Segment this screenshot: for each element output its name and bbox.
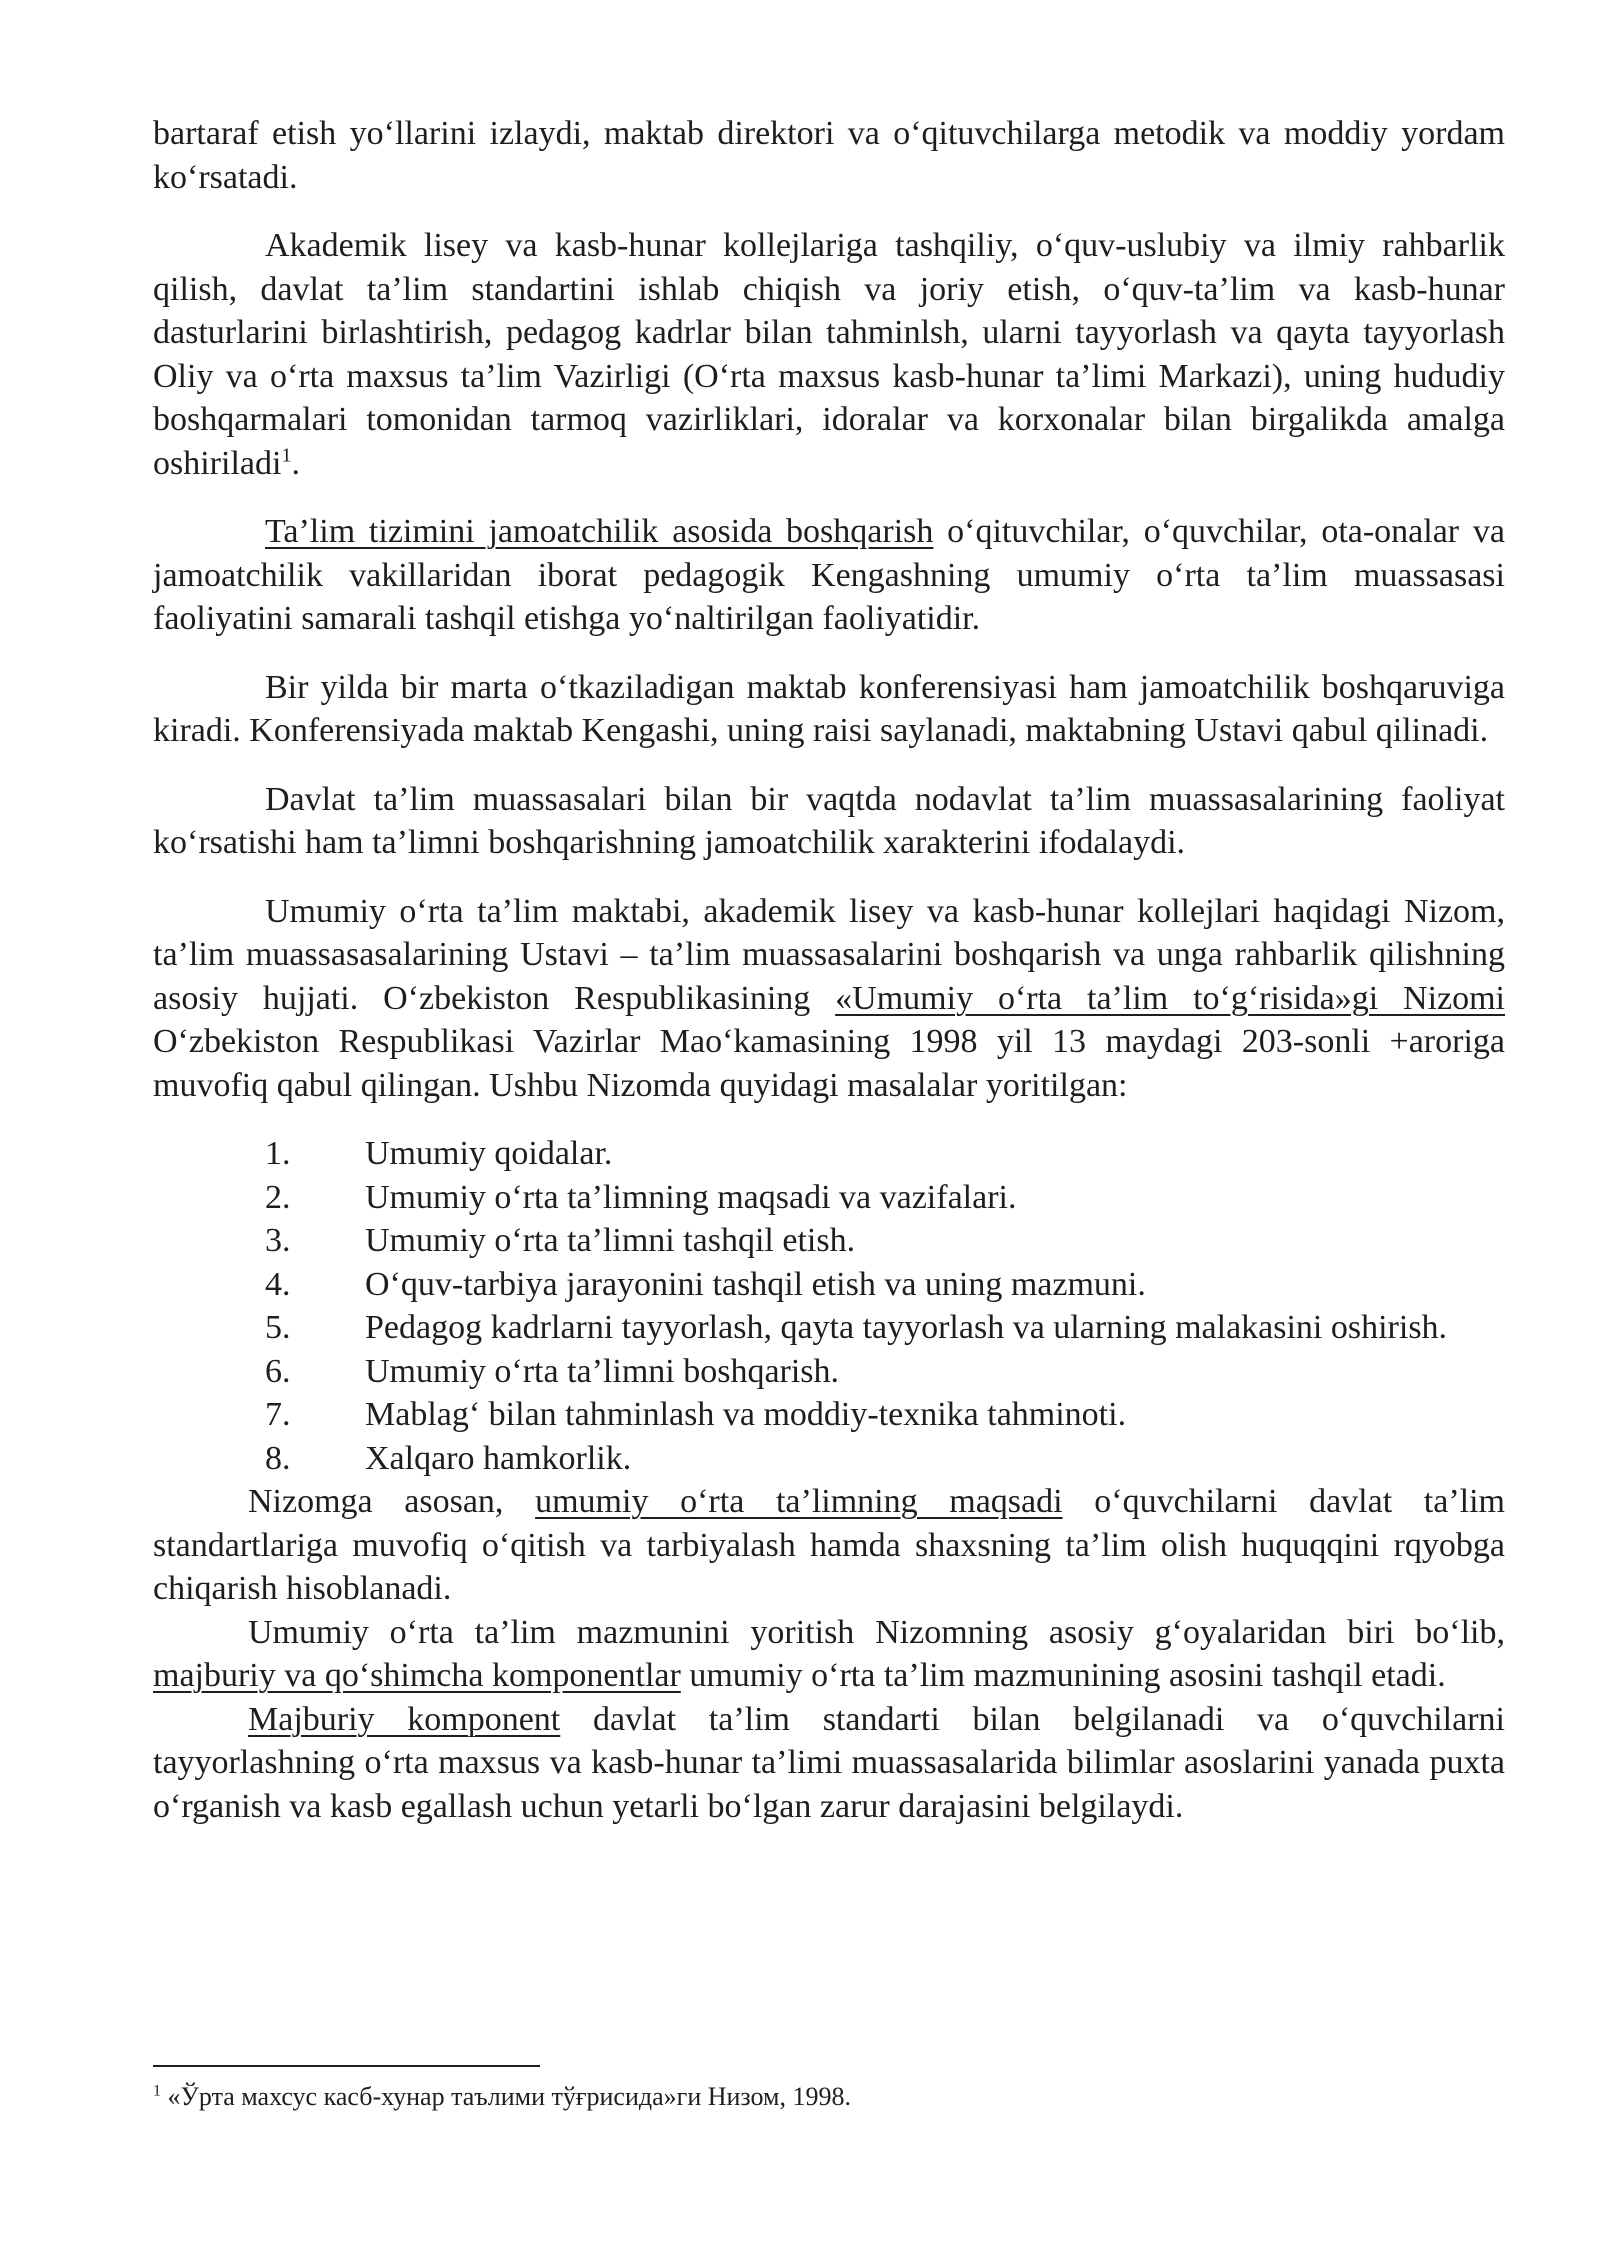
- numbered-list: [153, 1132, 1505, 1480]
- paragraph-text: Umumiy o‘rta ta’lim maktabi, akademik lisey va kasb-hunar kollejlari haqidagi Nizom, ta’lim muassasasalarining Ustavi – ta’lim muassasalarini boshqarish va unga rahbarlik qilishning asosiy hujjati. O‘zbekiston Respublikasining: [153, 892, 1505, 1017]
- list-number: 3.: [265, 1222, 291, 1259]
- paragraph-text: .: [291, 444, 300, 482]
- paragraph: [153, 510, 1505, 641]
- list-number: 2.: [265, 1178, 291, 1216]
- footnote-text: «Ўрта махсус касб-хунар таълими тўғрисида»ги Низом, 1998.: [161, 2082, 852, 2111]
- paragraph-text: davlat ta’lim standarti bilan belgilanadi va o‘quvchilarni tayyorlashning o‘rta maxsus va kasb-hunar ta’limi muassasalarida bilimlar asoslarini yanada puxta o‘rganish va kasb egallash uchun yetarli bo‘lgan zarur darajasini belgilaydi.: [153, 1700, 1505, 1825]
- underlined-term: majburiy va qo‘shimcha komponentlar: [153, 1657, 681, 1694]
- list-item: [153, 1263, 1505, 1307]
- list-item-text: Umumiy o‘rta ta’limni tashqil etish.: [365, 1222, 856, 1259]
- footnote-reference[interactable]: 1: [281, 444, 292, 467]
- document-body: [153, 112, 1505, 1828]
- list-item-text: Umumiy o‘rta ta’limning maqsadi va vazifalari.: [365, 1178, 1017, 1216]
- paragraph-text: Umumiy o‘rta ta’lim mazmunini yoritish Nizomning asosiy g‘oyalaridan biri bo‘lib,: [248, 1613, 1505, 1651]
- paragraph: bartaraf etish yo‘llarini izlaydi, maktab direktori va o‘qituvchilarga metodik va moddiy yordam ko‘rsatadi.: [153, 115, 1505, 196]
- list-item-text: Umumiy o‘rta ta’limni boshqarish.: [365, 1352, 840, 1390]
- list-item: [153, 1219, 1505, 1263]
- paragraph: [153, 1480, 1505, 1611]
- list-item: [153, 1437, 1505, 1481]
- paragraph-text: o‘qituvchilar, o‘quvchilar, ota-onalar va jamoatchilik vakillaridan iborat pedagogik Kengashning umumiy o‘rta ta’lim muassasasi faoliyatini samarali tashqil etishga yo‘naltirilgan faoliyatidir.: [153, 513, 1505, 637]
- footnote-separator: [153, 2065, 540, 2067]
- underlined-term: «Umumiy o‘rta ta’lim to‘g‘risida»gi Nizomi: [835, 979, 1505, 1017]
- list-number: 7.: [265, 1396, 291, 1433]
- paragraph-text: O‘zbekiston Respublikasi Vazirlar Mao‘kamasining 1998 yil 13 maydagi 203-sonli +aroriga muvofiq qabul qilingan. Ushbu Nizomda quyidagi masalalar yoritilgan:: [153, 1023, 1505, 1104]
- footnote: [153, 2080, 1505, 2114]
- list-number: 8.: [265, 1439, 291, 1477]
- list-item-text: O‘quv-tarbiya jarayonini tashqil etish va uning mazmuni.: [365, 1265, 1146, 1303]
- paragraph: [153, 224, 1505, 485]
- list-item: [153, 1350, 1505, 1394]
- list-item: [153, 1176, 1505, 1220]
- list-item-text: Umumiy qoidalar.: [365, 1135, 613, 1172]
- paragraph: Bir yilda bir marta o‘tkaziladigan maktab konferensiyasi ham jamoatchilik boshqaruviga kiradi. Konferensiyada maktab Kengashi, uning raisi saylanadi, maktabning Ustavi qabul qilinadi.: [153, 668, 1505, 749]
- list-number: 5.: [265, 1309, 291, 1346]
- paragraph: [153, 1611, 1505, 1698]
- paragraph-text: umumiy o‘rta ta’lim mazmunining asosini tashqil etadi.: [680, 1657, 1446, 1694]
- list-number: 6.: [265, 1352, 291, 1390]
- list-number: 4.: [265, 1265, 291, 1303]
- underlined-term: umumiy o‘rta ta’limning maqsadi: [535, 1483, 1063, 1520]
- list-item: [153, 1132, 1505, 1176]
- footnote-mark: 1: [153, 2082, 161, 2100]
- list-item: [153, 1393, 1505, 1437]
- paragraph: [153, 1698, 1505, 1829]
- list-number: 1.: [265, 1135, 291, 1172]
- paragraph-text: Akademik lisey va kasb-hunar kollejlariga tashqiliy, o‘quv-uslubiy va ilmiy rahbarlik qilish, davlat ta’lim standartini ishlab chiqish va joriy etish, o‘quv-ta’lim va kasb-hunar dasturlarini birlashtirish, pedagog kadrlar bilan tahminlsh, ularni tayyorlash va qayta tayyorlash Oliy va o‘rta maxsus ta’lim Vazirligi (O‘rta maxsus kasb-hunar ta’limi Markazi), uning hududiy boshqarmalari tomonidan tarmoq vazirliklari, idoralar va korxonalar bilan birgalikda amalga oshiriladi: [153, 227, 1505, 482]
- paragraph: Davlat ta’lim muassasalari bilan bir vaqtda nodavlat ta’lim muassasalarining faoliyat ko‘rsatishi ham ta’limni boshqarishning jamoatchilik xarakterini ifodalaydi.: [153, 780, 1505, 861]
- list-item-text: Mablag‘ bilan tahminlash va moddiy-texnika tahminoti.: [365, 1396, 1127, 1433]
- paragraph-text: o‘quvchilarni davlat ta’lim standartlariga muvofiq o‘qitish va tarbiyalash hamda shaxsning ta’lim olish huquqqini rqyobga chiqarish hisoblanadi.: [153, 1483, 1506, 1607]
- paragraph-text: Nizomga asosan,: [248, 1483, 536, 1520]
- underlined-term: Majburiy komponent: [248, 1700, 561, 1738]
- paragraph: [153, 890, 1505, 1108]
- list-item: [153, 1306, 1505, 1350]
- list-item-text: Xalqaro hamkorlik.: [365, 1439, 632, 1477]
- underlined-term: Ta’lim tizimini jamoatchilik asosida boshqarish: [265, 513, 934, 550]
- list-item-text: Pedagog kadrlarni tayyorlash, qayta tayyorlash va ularning malakasini oshirish.: [365, 1309, 1448, 1346]
